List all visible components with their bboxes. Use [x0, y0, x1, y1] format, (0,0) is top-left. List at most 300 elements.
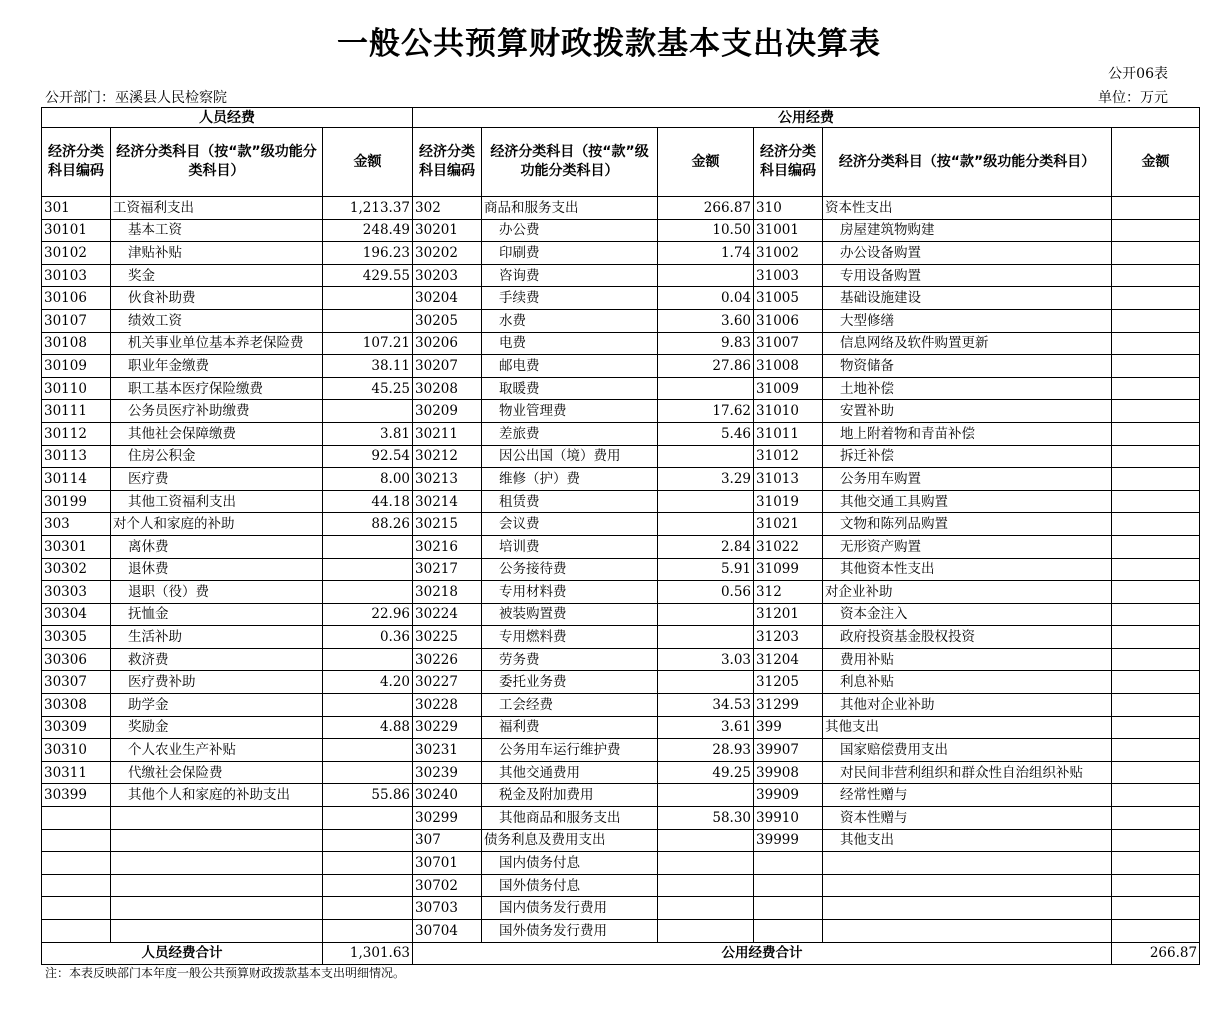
public-right-code-cell: 31203 — [754, 626, 823, 649]
public-right-amount-cell — [1112, 761, 1200, 784]
public-mid-code-cell: 30239 — [413, 761, 482, 784]
personnel-name-cell: 退休费 — [111, 558, 323, 581]
public-right-amount-cell — [1112, 377, 1200, 400]
public-mid-code-cell: 30205 — [413, 309, 482, 332]
personnel-code-cell: 30304 — [42, 603, 111, 626]
public-right-name-cell: 房屋建筑物购建 — [823, 219, 1112, 242]
table-row — [42, 219, 1200, 242]
public-right-code-cell: 31008 — [754, 355, 823, 378]
public-right-amount-cell — [1112, 874, 1200, 897]
personnel-code-cell — [42, 829, 111, 852]
public-right-amount-cell — [1112, 309, 1200, 332]
table-row — [42, 920, 1200, 943]
public-mid-amount-cell: 3.60 — [658, 309, 754, 332]
public-right-name-cell: 对民间非营利组织和群众性自治组织补贴 — [823, 761, 1112, 784]
public-right-amount-cell — [1112, 445, 1200, 468]
public-right-name-cell: 拆迁补偿 — [823, 445, 1112, 468]
public-mid-code-cell: 30213 — [413, 468, 482, 491]
personnel-code-cell: 30301 — [42, 535, 111, 558]
personnel-total-label: 人员经费合计 — [42, 942, 323, 965]
personnel-amount-cell — [323, 694, 413, 717]
public-mid-name-cell: 工会经费 — [482, 694, 658, 717]
public-right-name-cell: 其他对企业补助 — [823, 694, 1112, 717]
public-mid-name-cell: 其他商品和服务支出 — [482, 807, 658, 830]
personnel-name-cell: 基本工资 — [111, 219, 323, 242]
public-right-name-cell: 经常性赠与 — [823, 784, 1112, 807]
public-mid-code-cell: 30202 — [413, 242, 482, 265]
public-right-amount-cell — [1112, 603, 1200, 626]
public-right-name-cell: 信息网络及软件购置更新 — [823, 332, 1112, 355]
public-mid-name-cell: 公务接待费 — [482, 558, 658, 581]
public-right-code-cell: 31012 — [754, 445, 823, 468]
table-row — [42, 242, 1200, 265]
public-right-amount-cell — [1112, 920, 1200, 943]
public-right-name-cell: 基础设施建设 — [823, 287, 1112, 310]
public-right-code-cell: 399 — [754, 716, 823, 739]
personnel-code-cell: 30114 — [42, 468, 111, 491]
public-mid-name-cell: 国内债务付息 — [482, 852, 658, 875]
public-right-code-cell: 31007 — [754, 332, 823, 355]
table-row — [42, 422, 1200, 445]
public-right-amount-cell — [1112, 558, 1200, 581]
public-mid-code-cell: 30703 — [413, 897, 482, 920]
personnel-amount-cell — [323, 287, 413, 310]
public-amount-header: 金额 — [658, 128, 754, 197]
public-right-code-cell: 39909 — [754, 784, 823, 807]
public-mid-name-cell: 专用燃料费 — [482, 626, 658, 649]
personnel-name-cell: 奖金 — [111, 264, 323, 287]
personnel-name-cell: 奖励金 — [111, 716, 323, 739]
table-row — [42, 264, 1200, 287]
public-mid-name-cell: 税金及附加费用 — [482, 784, 658, 807]
public-right-code-cell: 31006 — [754, 309, 823, 332]
personnel-amount-cell — [323, 874, 413, 897]
public-right-code-cell: 39908 — [754, 761, 823, 784]
personnel-amount-cell: 107.21 — [323, 332, 413, 355]
personnel-code-cell: 30309 — [42, 716, 111, 739]
table-row — [42, 761, 1200, 784]
public-mid-name-cell: 咨询费 — [482, 264, 658, 287]
public-mid-code-cell: 30206 — [413, 332, 482, 355]
personnel-code-cell: 30102 — [42, 242, 111, 265]
public-mid-amount-cell — [658, 829, 754, 852]
personnel-amount-cell — [323, 309, 413, 332]
public-mid-name-cell: 差旅费 — [482, 422, 658, 445]
personnel-code-cell: 30106 — [42, 287, 111, 310]
public-mid-amount-cell: 0.56 — [658, 581, 754, 604]
public-right-amount-cell — [1112, 422, 1200, 445]
table-row — [42, 897, 1200, 920]
table-row — [42, 558, 1200, 581]
page-title: 一般公共预算财政拨款基本支出决算表 — [337, 26, 881, 62]
personnel-code-cell: 30307 — [42, 671, 111, 694]
public-right-code-cell: 31003 — [754, 264, 823, 287]
public-right-name-cell: 费用补贴 — [823, 648, 1112, 671]
public-mid-code-cell: 30231 — [413, 739, 482, 762]
personnel-name-cell: 公务员医疗补助缴费 — [111, 400, 323, 423]
public-right-name-cell — [823, 874, 1112, 897]
personnel-amount-cell: 8.00 — [323, 468, 413, 491]
personnel-amount-cell — [323, 897, 413, 920]
public-right-name-cell: 国家赔偿费用支出 — [823, 739, 1112, 762]
personnel-amount-cell: 429.55 — [323, 264, 413, 287]
personnel-amount-cell: 44.18 — [323, 490, 413, 513]
table-row — [42, 648, 1200, 671]
public-mid-name-cell: 会议费 — [482, 513, 658, 536]
public-mid-code-cell: 30203 — [413, 264, 482, 287]
personnel-amount-cell: 45.25 — [323, 377, 413, 400]
public-mid-name-cell: 水费 — [482, 309, 658, 332]
public-total-label: 公用经费合计 — [413, 942, 1112, 965]
public-right-name-cell: 文物和陈列品购置 — [823, 513, 1112, 536]
public-mid-name-cell: 租赁费 — [482, 490, 658, 513]
personnel-name-cell: 伙食补助费 — [111, 287, 323, 310]
personnel-name-cell: 职工基本医疗保险缴费 — [111, 377, 323, 400]
public-mid-code-cell: 30240 — [413, 784, 482, 807]
public-mid-name-cell: 维修（护）费 — [482, 468, 658, 491]
public-right-amount-cell — [1112, 784, 1200, 807]
public-right-name-cell: 土地补偿 — [823, 377, 1112, 400]
footnote: 注：本表反映部门本年度一般公共预算财政拨款基本支出明细情况。 — [45, 966, 406, 980]
public-right-code-cell — [754, 897, 823, 920]
public-mid-amount-cell: 34.53 — [658, 694, 754, 717]
table-row — [42, 309, 1200, 332]
public-right-code-cell: 312 — [754, 581, 823, 604]
personnel-amount-cell: 4.20 — [323, 671, 413, 694]
public-mid-code-cell: 307 — [413, 829, 482, 852]
public-mid-code-cell: 30701 — [413, 852, 482, 875]
public-right-name-cell: 地上附着物和青苗补偿 — [823, 422, 1112, 445]
personnel-amount-cell — [323, 558, 413, 581]
public-mid-name-cell: 因公出国（境）费用 — [482, 445, 658, 468]
public-right-amount-cell — [1112, 829, 1200, 852]
personnel-name-cell: 工资福利支出 — [111, 197, 323, 220]
public-right-code-cell: 31010 — [754, 400, 823, 423]
personnel-name-cell: 医疗费 — [111, 468, 323, 491]
personnel-code-cell: 30303 — [42, 581, 111, 604]
personnel-code-cell: 30399 — [42, 784, 111, 807]
public-right-name-cell: 大型修缮 — [823, 309, 1112, 332]
personnel-code-cell: 30308 — [42, 694, 111, 717]
table-row — [42, 852, 1200, 875]
public-right-name-cell: 资本性赠与 — [823, 807, 1112, 830]
table-row — [42, 626, 1200, 649]
public-mid-code-cell: 30225 — [413, 626, 482, 649]
public-mid-name-cell: 委托业务费 — [482, 671, 658, 694]
personnel-name-cell: 职业年金缴费 — [111, 355, 323, 378]
personnel-code-cell: 30306 — [42, 648, 111, 671]
public-mid-amount-cell — [658, 445, 754, 468]
personnel-code-cell — [42, 874, 111, 897]
personnel-code-cell: 30310 — [42, 739, 111, 762]
personnel-code-cell: 30111 — [42, 400, 111, 423]
public-right-name-cell: 其他支出 — [823, 716, 1112, 739]
public-right-amount-cell — [1112, 513, 1200, 536]
public-mid-code-cell: 30226 — [413, 648, 482, 671]
public-right-code-cell: 31022 — [754, 535, 823, 558]
personnel-name-cell — [111, 920, 323, 943]
public-right-code-cell: 39999 — [754, 829, 823, 852]
personnel-name-cell — [111, 807, 323, 830]
public-group-header: 公用经费 — [413, 108, 1200, 128]
public-mid-name-cell: 电费 — [482, 332, 658, 355]
public-mid-amount-cell — [658, 784, 754, 807]
table-row — [42, 874, 1200, 897]
public-mid-code-cell: 30299 — [413, 807, 482, 830]
public-mid-amount-cell: 2.84 — [658, 535, 754, 558]
table-row — [42, 807, 1200, 830]
public-mid-name-cell: 物业管理费 — [482, 400, 658, 423]
public-total-amount: 266.87 — [1112, 942, 1200, 965]
personnel-name-cell: 其他工资福利支出 — [111, 490, 323, 513]
personnel-name-cell: 机关事业单位基本养老保险费 — [111, 332, 323, 355]
public-mid-amount-cell — [658, 603, 754, 626]
personnel-name-cell — [111, 897, 323, 920]
public-right-amount-cell — [1112, 332, 1200, 355]
table-row — [42, 829, 1200, 852]
expenditure-table — [41, 107, 1200, 965]
public-mid-code-cell: 30229 — [413, 716, 482, 739]
public-mid-code-cell: 30224 — [413, 603, 482, 626]
personnel-name-cell: 离休费 — [111, 535, 323, 558]
personnel-amount-cell — [323, 920, 413, 943]
public-mid-code-cell: 30211 — [413, 422, 482, 445]
public-mid-amount-cell — [658, 264, 754, 287]
personnel-amount-cell: 92.54 — [323, 445, 413, 468]
personnel-code-cell — [42, 807, 111, 830]
public-mid-amount-cell: 9.83 — [658, 332, 754, 355]
personnel-code-cell: 30302 — [42, 558, 111, 581]
table-row — [42, 377, 1200, 400]
public-right-code-cell: 31204 — [754, 648, 823, 671]
public-right-code-cell: 31205 — [754, 671, 823, 694]
public-mid-amount-cell: 49.25 — [658, 761, 754, 784]
table-row — [42, 332, 1200, 355]
table-body — [42, 197, 1200, 943]
public-right-code-cell — [754, 874, 823, 897]
public-right-amount-cell — [1112, 739, 1200, 762]
public-right-name-cell: 物资储备 — [823, 355, 1112, 378]
personnel-amount-cell: 196.23 — [323, 242, 413, 265]
personnel-name-cell: 绩效工资 — [111, 309, 323, 332]
table-row — [42, 355, 1200, 378]
personnel-name-cell — [111, 829, 323, 852]
public-mid-amount-cell: 3.03 — [658, 648, 754, 671]
public-code2-header: 经济分类科目编码 — [754, 128, 823, 197]
personnel-name-cell: 退职（役）费 — [111, 581, 323, 604]
public-mid-amount-cell — [658, 513, 754, 536]
public-name2-header: 经济分类科目（按“款”级功能分类科目） — [823, 128, 1112, 197]
public-right-name-cell — [823, 852, 1112, 875]
public-right-amount-cell — [1112, 355, 1200, 378]
public-right-code-cell: 31011 — [754, 422, 823, 445]
personnel-code-cell: 303 — [42, 513, 111, 536]
public-name-header: 经济分类科目（按“款”级功能分类科目） — [482, 128, 658, 197]
public-right-name-cell: 办公设备购置 — [823, 242, 1112, 265]
public-right-amount-cell — [1112, 242, 1200, 265]
public-code-header: 经济分类科目编码 — [413, 128, 482, 197]
public-mid-name-cell: 被装购置费 — [482, 603, 658, 626]
personnel-code-header: 经济分类科目编码 — [42, 128, 111, 197]
personnel-amount-cell — [323, 829, 413, 852]
personnel-code-cell: 30108 — [42, 332, 111, 355]
table-row — [42, 197, 1200, 220]
public-right-code-cell: 310 — [754, 197, 823, 220]
personnel-code-cell: 30109 — [42, 355, 111, 378]
public-mid-amount-cell — [658, 897, 754, 920]
public-mid-code-cell: 30704 — [413, 920, 482, 943]
public-mid-code-cell: 30204 — [413, 287, 482, 310]
public-right-code-cell: 31002 — [754, 242, 823, 265]
public-right-amount-cell — [1112, 468, 1200, 491]
personnel-name-cell: 个人农业生产补贴 — [111, 739, 323, 762]
public-right-code-cell: 31019 — [754, 490, 823, 513]
public-mid-code-cell: 30227 — [413, 671, 482, 694]
public-right-name-cell: 政府投资基金股权投资 — [823, 626, 1112, 649]
public-mid-amount-cell: 58.30 — [658, 807, 754, 830]
personnel-amount-cell — [323, 761, 413, 784]
personnel-code-cell: 30107 — [42, 309, 111, 332]
personnel-amount-cell: 38.11 — [323, 355, 413, 378]
public-mid-amount-cell: 5.46 — [658, 422, 754, 445]
public-mid-name-cell: 劳务费 — [482, 648, 658, 671]
public-mid-name-cell: 专用材料费 — [482, 581, 658, 604]
public-right-code-cell: 31005 — [754, 287, 823, 310]
personnel-code-cell: 30103 — [42, 264, 111, 287]
public-right-code-cell: 39910 — [754, 807, 823, 830]
personnel-amount-cell: 3.81 — [323, 422, 413, 445]
public-right-amount-cell — [1112, 400, 1200, 423]
public-right-amount-cell — [1112, 535, 1200, 558]
public-right-amount-cell — [1112, 694, 1200, 717]
public-right-amount-cell — [1112, 490, 1200, 513]
public-mid-code-cell: 30208 — [413, 377, 482, 400]
personnel-code-cell: 30305 — [42, 626, 111, 649]
public-mid-name-cell: 取暖费 — [482, 377, 658, 400]
public-mid-code-cell: 30218 — [413, 581, 482, 604]
personnel-code-cell: 30311 — [42, 761, 111, 784]
public-mid-amount-cell: 0.04 — [658, 287, 754, 310]
personnel-name-cell — [111, 874, 323, 897]
personnel-total-amount: 1,301.63 — [323, 942, 413, 965]
public-mid-name-cell: 培训费 — [482, 535, 658, 558]
personnel-code-cell — [42, 920, 111, 943]
table-row — [42, 784, 1200, 807]
public-mid-amount-cell — [658, 920, 754, 943]
personnel-amount-cell — [323, 581, 413, 604]
personnel-amount-cell — [323, 535, 413, 558]
personnel-name-cell — [111, 852, 323, 875]
public-mid-amount-cell: 10.50 — [658, 219, 754, 242]
personnel-name-cell: 住房公积金 — [111, 445, 323, 468]
public-right-amount-cell — [1112, 897, 1200, 920]
public-right-amount-cell — [1112, 219, 1200, 242]
personnel-name-cell: 助学金 — [111, 694, 323, 717]
public-mid-name-cell: 印刷费 — [482, 242, 658, 265]
public-right-amount-cell — [1112, 671, 1200, 694]
public-right-name-cell: 安置补助 — [823, 400, 1112, 423]
public-mid-amount-cell — [658, 852, 754, 875]
public-mid-amount-cell: 266.87 — [658, 197, 754, 220]
public-right-code-cell: 39907 — [754, 739, 823, 762]
public-mid-amount-cell — [658, 874, 754, 897]
public-right-code-cell — [754, 852, 823, 875]
personnel-amount-cell — [323, 807, 413, 830]
public-right-code-cell: 31009 — [754, 377, 823, 400]
table-row — [42, 400, 1200, 423]
public-mid-amount-cell: 28.93 — [658, 739, 754, 762]
table-row — [42, 716, 1200, 739]
public-mid-amount-cell — [658, 626, 754, 649]
table-row — [42, 468, 1200, 491]
personnel-code-cell — [42, 852, 111, 875]
public-right-name-cell: 无形资产购置 — [823, 535, 1112, 558]
public-right-name-cell: 其他交通工具购置 — [823, 490, 1112, 513]
public-mid-code-cell: 30217 — [413, 558, 482, 581]
public-right-amount-cell — [1112, 287, 1200, 310]
personnel-code-cell: 30112 — [42, 422, 111, 445]
public-mid-code-cell: 30201 — [413, 219, 482, 242]
public-right-amount-cell — [1112, 264, 1200, 287]
public-right-code-cell: 31013 — [754, 468, 823, 491]
public-right-name-cell — [823, 897, 1112, 920]
personnel-amount-cell: 88.26 — [323, 513, 413, 536]
public-mid-code-cell: 30702 — [413, 874, 482, 897]
public-right-code-cell: 31299 — [754, 694, 823, 717]
table-row — [42, 671, 1200, 694]
public-mid-amount-cell: 17.62 — [658, 400, 754, 423]
personnel-name-cell: 其他社会保障缴费 — [111, 422, 323, 445]
public-right-name-cell: 专用设备购置 — [823, 264, 1112, 287]
personnel-amount-cell — [323, 739, 413, 762]
personnel-amount-cell — [323, 852, 413, 875]
public-mid-code-cell: 302 — [413, 197, 482, 220]
personnel-amount-header: 金额 — [323, 128, 413, 197]
table-row — [42, 490, 1200, 513]
table-row — [42, 535, 1200, 558]
public-right-amount-cell — [1112, 807, 1200, 830]
public-mid-name-cell: 办公费 — [482, 219, 658, 242]
personnel-amount-cell: 1,213.37 — [323, 197, 413, 220]
public-right-amount-cell — [1112, 716, 1200, 739]
public-mid-amount-cell: 3.61 — [658, 716, 754, 739]
public-right-name-cell: 利息补贴 — [823, 671, 1112, 694]
personnel-amount-cell: 0.36 — [323, 626, 413, 649]
table-row — [42, 513, 1200, 536]
personnel-name-header: 经济分类科目（按“款”级功能分类科目） — [111, 128, 323, 197]
public-right-amount-cell — [1112, 626, 1200, 649]
public-mid-name-cell: 国外债务付息 — [482, 874, 658, 897]
personnel-code-cell — [42, 897, 111, 920]
public-right-name-cell: 公务用车购置 — [823, 468, 1112, 491]
personnel-name-cell: 代缴社会保险费 — [111, 761, 323, 784]
public-right-name-cell: 资本性支出 — [823, 197, 1112, 220]
public-mid-name-cell: 手续费 — [482, 287, 658, 310]
public-mid-code-cell: 30228 — [413, 694, 482, 717]
public-mid-name-cell: 福利费 — [482, 716, 658, 739]
table-row — [42, 581, 1200, 604]
public-mid-code-cell: 30215 — [413, 513, 482, 536]
public-mid-name-cell: 其他交通费用 — [482, 761, 658, 784]
personnel-code-cell: 30110 — [42, 377, 111, 400]
public-mid-code-cell: 30207 — [413, 355, 482, 378]
personnel-code-cell: 30113 — [42, 445, 111, 468]
public-right-code-cell: 31021 — [754, 513, 823, 536]
personnel-amount-cell: 248.49 — [323, 219, 413, 242]
public-mid-amount-cell: 3.29 — [658, 468, 754, 491]
table-row — [42, 287, 1200, 310]
total-row — [42, 942, 1200, 965]
